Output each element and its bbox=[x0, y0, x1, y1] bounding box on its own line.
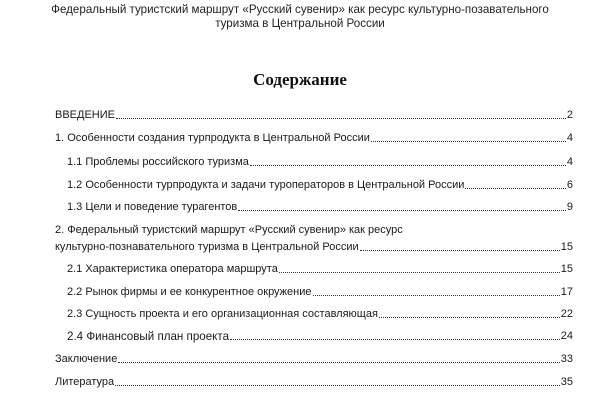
toc-page-number: 35 bbox=[560, 376, 573, 388]
toc-entry-title: 2.2 Рынок фирмы и ее конкурентное окружение bbox=[67, 286, 312, 298]
toc-entry-introduction[interactable] bbox=[55, 109, 573, 122]
toc-entry-section-2-3[interactable] bbox=[67, 308, 573, 321]
toc-entry-title: 1.1 Проблемы российского туризма bbox=[67, 156, 249, 168]
toc-entry-section-1-2[interactable] bbox=[67, 179, 573, 192]
toc-leader-dots bbox=[360, 250, 560, 251]
toc-page-number: 33 bbox=[560, 353, 573, 365]
toc-page-number: 15 bbox=[560, 263, 573, 275]
toc-leader-dots bbox=[238, 210, 566, 211]
toc-leader-dots bbox=[465, 188, 565, 189]
toc-entry-title: культурно-познавательного туризма в Центральной России bbox=[55, 241, 359, 253]
toc-leader-dots bbox=[371, 141, 566, 142]
toc-entry-title-line-1: 2. Федеральный туристский маршрут «Русский сувенир» как ресурс bbox=[55, 224, 403, 236]
toc-page-number: 17 bbox=[560, 286, 573, 298]
toc-leader-dots bbox=[115, 385, 560, 386]
toc-page-number: 4 bbox=[566, 156, 573, 168]
toc-leader-dots bbox=[279, 272, 560, 273]
toc-entry-section-1-1[interactable] bbox=[67, 156, 573, 169]
toc-title: Содержание bbox=[253, 70, 347, 89]
toc-page-number: 24 bbox=[560, 330, 573, 342]
toc-entry-title: 1. Особенности создания турпродукта в Центральной России bbox=[55, 132, 370, 144]
toc-page-number: 15 bbox=[560, 241, 573, 253]
toc-entry-literature[interactable] bbox=[55, 376, 573, 389]
toc-leader-dots bbox=[379, 317, 560, 318]
toc-entry-section-2-2[interactable] bbox=[67, 286, 573, 299]
toc-entry-section-2-4[interactable] bbox=[67, 330, 573, 343]
toc-entry-title: Литература bbox=[55, 376, 115, 388]
toc-entry-conclusion[interactable] bbox=[55, 353, 573, 366]
toc-page-number: 9 bbox=[566, 201, 573, 213]
toc-entry-chapter-1[interactable] bbox=[55, 132, 573, 145]
toc-leader-dots bbox=[313, 295, 560, 296]
toc-entry-title: 1.3 Цели и поведение турагентов bbox=[67, 201, 238, 213]
toc-entry-chapter-2[interactable] bbox=[55, 224, 573, 254]
toc-entry-section-1-3[interactable] bbox=[67, 201, 573, 214]
toc-leader-dots bbox=[250, 165, 566, 166]
toc-page-number: 22 bbox=[560, 308, 573, 320]
toc-page-number: 4 bbox=[566, 132, 573, 144]
toc-page-number: 2 bbox=[566, 109, 573, 121]
header-line-2: туризма в Центральной России bbox=[215, 17, 385, 30]
toc-entry-title: Заключение bbox=[55, 353, 118, 365]
toc-entry-title: 2.1 Характеристика оператора маршрута bbox=[67, 263, 278, 275]
toc-entry-title: 2.3 Сущность проекта и его организационная составляющая bbox=[67, 308, 378, 320]
toc-entry-title: ВВЕДЕНИЕ bbox=[55, 109, 115, 121]
toc-page-number: 6 bbox=[566, 179, 573, 191]
toc-leader-dots bbox=[116, 118, 566, 119]
toc-leader-dots bbox=[230, 339, 560, 340]
toc-entry-title: 1.2 Особенности турпродукта и задачи туроператоров в Центральной России bbox=[67, 179, 465, 191]
toc-entry-section-2-1[interactable] bbox=[67, 263, 573, 276]
toc-leader-dots bbox=[118, 362, 559, 363]
toc-entry-title: 2.4 Финансовый план проекта bbox=[67, 330, 230, 343]
header-line-1: Федеральный туристский маршрут «Русский сувенир» как ресурс культурно-позавательного bbox=[51, 3, 549, 16]
